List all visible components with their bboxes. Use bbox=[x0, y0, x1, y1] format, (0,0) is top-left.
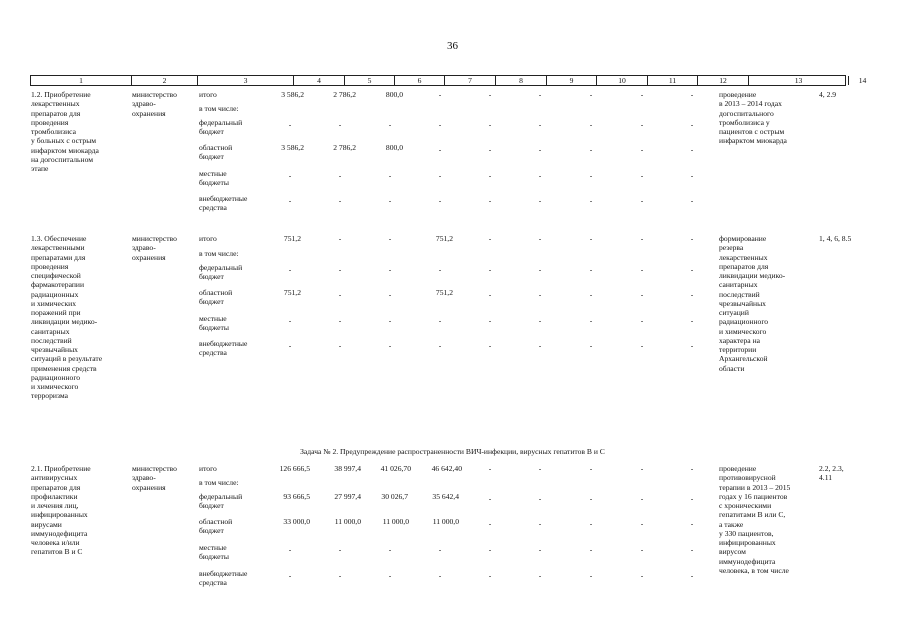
empty-value: - bbox=[589, 316, 593, 325]
empty-value: - bbox=[640, 196, 644, 205]
empty-value: - bbox=[288, 545, 292, 554]
empty-value: - bbox=[488, 265, 492, 274]
executor: министерство здраво- охранения bbox=[132, 90, 177, 118]
empty-value: - bbox=[488, 571, 492, 580]
label-regional: областной бюджет bbox=[199, 517, 233, 536]
label-total: итого bbox=[199, 234, 217, 243]
empty-value: - bbox=[640, 120, 644, 129]
empty-value: - bbox=[388, 120, 392, 129]
measure-name: 2.1. Приобретение антивирусных препаратов для профилактики и лечения лиц, инфицированных вирусами иммунодефицита человека и/или гепатитов В и С bbox=[31, 464, 91, 557]
label-including: в том числе: bbox=[199, 104, 239, 113]
value-cell: 35 642,4 bbox=[432, 492, 459, 501]
value-cell: 11 000,0 bbox=[432, 517, 459, 526]
empty-value: - bbox=[589, 494, 593, 503]
empty-value: - bbox=[640, 519, 644, 528]
col-header: 3 bbox=[197, 76, 293, 85]
value-cell: 11 000,0 bbox=[382, 517, 409, 526]
empty-value: - bbox=[488, 290, 492, 299]
empty-value: - bbox=[338, 234, 342, 243]
empty-value: - bbox=[589, 171, 593, 180]
value-cell: 27 997,4 bbox=[334, 492, 361, 501]
empty-value: - bbox=[338, 290, 342, 299]
label-including: в том числе: bbox=[199, 249, 239, 258]
page-number: 36 bbox=[447, 40, 458, 52]
empty-value: - bbox=[288, 196, 292, 205]
value-cell: 41 026,70 bbox=[380, 464, 411, 473]
empty-value: - bbox=[690, 234, 694, 243]
empty-value: - bbox=[538, 519, 542, 528]
empty-value: - bbox=[488, 90, 492, 99]
task-heading: Задача № 2. Предупреждение распространенности ВИЧ-инфекции, вирусных гепатитов В и С bbox=[300, 447, 605, 456]
empty-value: - bbox=[438, 196, 442, 205]
measure-name: 1.3. Обеспечение лекарственными препаратами для проведения специфической фармакотерапии радиационных и химических поражений при ликвидации медико- санитарных последствий чрезвычайных ситуаций в результате применения средств радиационного и химического терроризма bbox=[31, 234, 103, 401]
col-header: 4 bbox=[293, 76, 344, 85]
empty-value: - bbox=[388, 290, 392, 299]
empty-value: - bbox=[538, 265, 542, 274]
value-cell: 2 786,2 bbox=[333, 90, 356, 99]
value-cell: 30 026,7 bbox=[381, 492, 408, 501]
empty-value: - bbox=[640, 545, 644, 554]
empty-value: - bbox=[589, 90, 593, 99]
empty-value: - bbox=[338, 265, 342, 274]
empty-value: - bbox=[640, 90, 644, 99]
empty-value: - bbox=[538, 290, 542, 299]
col-header: 12 bbox=[697, 76, 748, 85]
label-local: местные бюджеты bbox=[199, 314, 229, 333]
empty-value: - bbox=[589, 545, 593, 554]
empty-value: - bbox=[690, 265, 694, 274]
col-header: 11 bbox=[647, 76, 697, 85]
empty-value: - bbox=[589, 265, 593, 274]
empty-value: - bbox=[589, 290, 593, 299]
empty-value: - bbox=[538, 196, 542, 205]
empty-value: - bbox=[438, 545, 442, 554]
empty-value: - bbox=[388, 265, 392, 274]
expected-result: проведение противовирусной терапии в 2013 – 2015 годах у 16 пациентов с хроническими гепатитами В или С, а также у 330 пациентов, инфицированных вирусом иммунодефицита человека, в том числе bbox=[719, 464, 791, 575]
value-cell: 751,2 bbox=[435, 234, 453, 243]
value-cell: 800,0 bbox=[385, 90, 403, 99]
value-cell: 751,2 bbox=[283, 234, 301, 243]
empty-value: - bbox=[589, 196, 593, 205]
table-header bbox=[30, 75, 867, 86]
empty-value: - bbox=[538, 234, 542, 243]
value-cell: 126 666,5 bbox=[279, 464, 310, 473]
label-extra: внебюджетные средства bbox=[199, 339, 248, 358]
empty-value: - bbox=[438, 171, 442, 180]
indicator-refs: 1, 4, 6, 8.5 bbox=[819, 234, 852, 243]
label-federal: федеральный бюджет bbox=[199, 492, 243, 511]
empty-value: - bbox=[640, 145, 644, 154]
empty-value: - bbox=[488, 519, 492, 528]
empty-value: - bbox=[690, 120, 694, 129]
empty-value: - bbox=[288, 265, 292, 274]
label-local: местные бюджеты bbox=[199, 169, 229, 188]
empty-value: - bbox=[690, 494, 694, 503]
empty-value: - bbox=[690, 145, 694, 154]
empty-value: - bbox=[538, 145, 542, 154]
empty-value: - bbox=[589, 145, 593, 154]
empty-value: - bbox=[690, 316, 694, 325]
empty-value: - bbox=[338, 171, 342, 180]
empty-value: - bbox=[438, 341, 442, 350]
indicator-refs: 4, 2.9 bbox=[819, 90, 837, 99]
empty-value: - bbox=[640, 265, 644, 274]
empty-value: - bbox=[388, 341, 392, 350]
empty-value: - bbox=[388, 571, 392, 580]
empty-value: - bbox=[488, 196, 492, 205]
label-including: в том числе: bbox=[199, 478, 239, 487]
empty-value: - bbox=[288, 316, 292, 325]
empty-value: - bbox=[690, 571, 694, 580]
col-header: 10 bbox=[596, 76, 647, 85]
empty-value: - bbox=[288, 341, 292, 350]
empty-value: - bbox=[438, 90, 442, 99]
col-header: 1 bbox=[79, 76, 83, 85]
measure-name: 1.2. Приобретение лекарственных препаратов для проведения тромболизиса у больных с острым инфарктом миокарда на догоспитальном этапе bbox=[31, 90, 99, 173]
empty-value: - bbox=[388, 171, 392, 180]
empty-value: - bbox=[640, 316, 644, 325]
empty-value: - bbox=[288, 171, 292, 180]
empty-value: - bbox=[589, 341, 593, 350]
empty-value: - bbox=[438, 571, 442, 580]
empty-value: - bbox=[640, 341, 644, 350]
empty-value: - bbox=[388, 196, 392, 205]
value-cell: 751,2 bbox=[435, 288, 453, 297]
empty-value: - bbox=[338, 341, 342, 350]
empty-value: - bbox=[640, 234, 644, 243]
label-total: итого bbox=[199, 90, 217, 99]
empty-value: - bbox=[388, 234, 392, 243]
empty-value: - bbox=[538, 494, 542, 503]
empty-value: - bbox=[589, 120, 593, 129]
col-header: 9 bbox=[546, 76, 596, 85]
col-header: 6 bbox=[394, 76, 444, 85]
empty-value: - bbox=[488, 234, 492, 243]
label-extra: внебюджетные средства bbox=[199, 194, 248, 213]
empty-value: - bbox=[640, 290, 644, 299]
empty-value: - bbox=[438, 145, 442, 154]
empty-value: - bbox=[488, 494, 492, 503]
empty-value: - bbox=[589, 571, 593, 580]
empty-value: - bbox=[488, 171, 492, 180]
value-cell: 93 666,5 bbox=[283, 492, 310, 501]
col-header: 13 bbox=[748, 76, 848, 85]
label-federal: федеральный бюджет bbox=[199, 263, 243, 282]
empty-value: - bbox=[338, 196, 342, 205]
empty-value: - bbox=[488, 145, 492, 154]
empty-value: - bbox=[538, 120, 542, 129]
value-cell: 800,0 bbox=[385, 143, 403, 152]
empty-value: - bbox=[690, 545, 694, 554]
empty-value: - bbox=[690, 290, 694, 299]
executor: министерство здраво- охранения bbox=[132, 234, 177, 262]
empty-value: - bbox=[690, 171, 694, 180]
empty-value: - bbox=[690, 90, 694, 99]
value-cell: 3 586,2 bbox=[281, 90, 304, 99]
empty-value: - bbox=[488, 341, 492, 350]
empty-value: - bbox=[538, 545, 542, 554]
value-cell: 3 586,2 bbox=[281, 143, 304, 152]
col-header: 2 bbox=[131, 76, 197, 85]
label-federal: федеральный бюджет bbox=[199, 118, 243, 137]
label-total: итого bbox=[199, 464, 217, 473]
empty-value: - bbox=[690, 464, 694, 473]
empty-value: - bbox=[338, 545, 342, 554]
empty-value: - bbox=[338, 120, 342, 129]
label-regional: областной бюджет bbox=[199, 288, 233, 307]
empty-value: - bbox=[538, 464, 542, 473]
value-cell: 33 000,0 bbox=[283, 517, 310, 526]
empty-value: - bbox=[640, 171, 644, 180]
empty-value: - bbox=[690, 519, 694, 528]
empty-value: - bbox=[690, 341, 694, 350]
label-extra: внебюджетные средства bbox=[199, 569, 248, 588]
empty-value: - bbox=[488, 464, 492, 473]
empty-value: - bbox=[538, 341, 542, 350]
empty-value: - bbox=[388, 545, 392, 554]
empty-value: - bbox=[338, 316, 342, 325]
empty-value: - bbox=[538, 171, 542, 180]
value-cell: 2 786,2 bbox=[333, 143, 356, 152]
empty-value: - bbox=[488, 316, 492, 325]
empty-value: - bbox=[288, 571, 292, 580]
empty-value: - bbox=[690, 196, 694, 205]
expected-result: проведение в 2013 – 2014 годах догоспитального тромболизиса у пациентов с острым инфарктом миокарда bbox=[719, 90, 787, 146]
col-header: 8 bbox=[495, 76, 546, 85]
empty-value: - bbox=[538, 316, 542, 325]
col-header: 7 bbox=[444, 76, 495, 85]
col-header: 14 bbox=[848, 76, 876, 85]
empty-value: - bbox=[538, 571, 542, 580]
empty-value: - bbox=[388, 316, 392, 325]
empty-value: - bbox=[288, 120, 292, 129]
empty-value: - bbox=[589, 234, 593, 243]
empty-value: - bbox=[640, 571, 644, 580]
value-cell: 11 000,0 bbox=[334, 517, 361, 526]
indicator-refs: 2.2, 2.3, 4.11 bbox=[819, 464, 844, 483]
empty-value: - bbox=[338, 571, 342, 580]
value-cell: 38 997,4 bbox=[334, 464, 361, 473]
empty-value: - bbox=[640, 464, 644, 473]
empty-value: - bbox=[438, 120, 442, 129]
empty-value: - bbox=[488, 545, 492, 554]
empty-value: - bbox=[640, 494, 644, 503]
empty-value: - bbox=[538, 90, 542, 99]
empty-value: - bbox=[488, 120, 492, 129]
expected-result: формирование резерва лекарственных препаратов для ликвидации медико- санитарных последствий чрезвычайных ситуаций радиационного и химического характера на территории Архангельской области bbox=[719, 234, 786, 373]
empty-value: - bbox=[589, 519, 593, 528]
executor: министерство здраво- охранения bbox=[132, 464, 177, 492]
empty-value: - bbox=[438, 265, 442, 274]
empty-value: - bbox=[438, 316, 442, 325]
empty-value: - bbox=[589, 464, 593, 473]
label-regional: областной бюджет bbox=[199, 143, 233, 162]
value-cell: 751,2 bbox=[283, 288, 301, 297]
value-cell: 46 642,40 bbox=[431, 464, 462, 473]
col-header: 5 bbox=[344, 76, 394, 85]
label-local: местные бюджеты bbox=[199, 543, 229, 562]
